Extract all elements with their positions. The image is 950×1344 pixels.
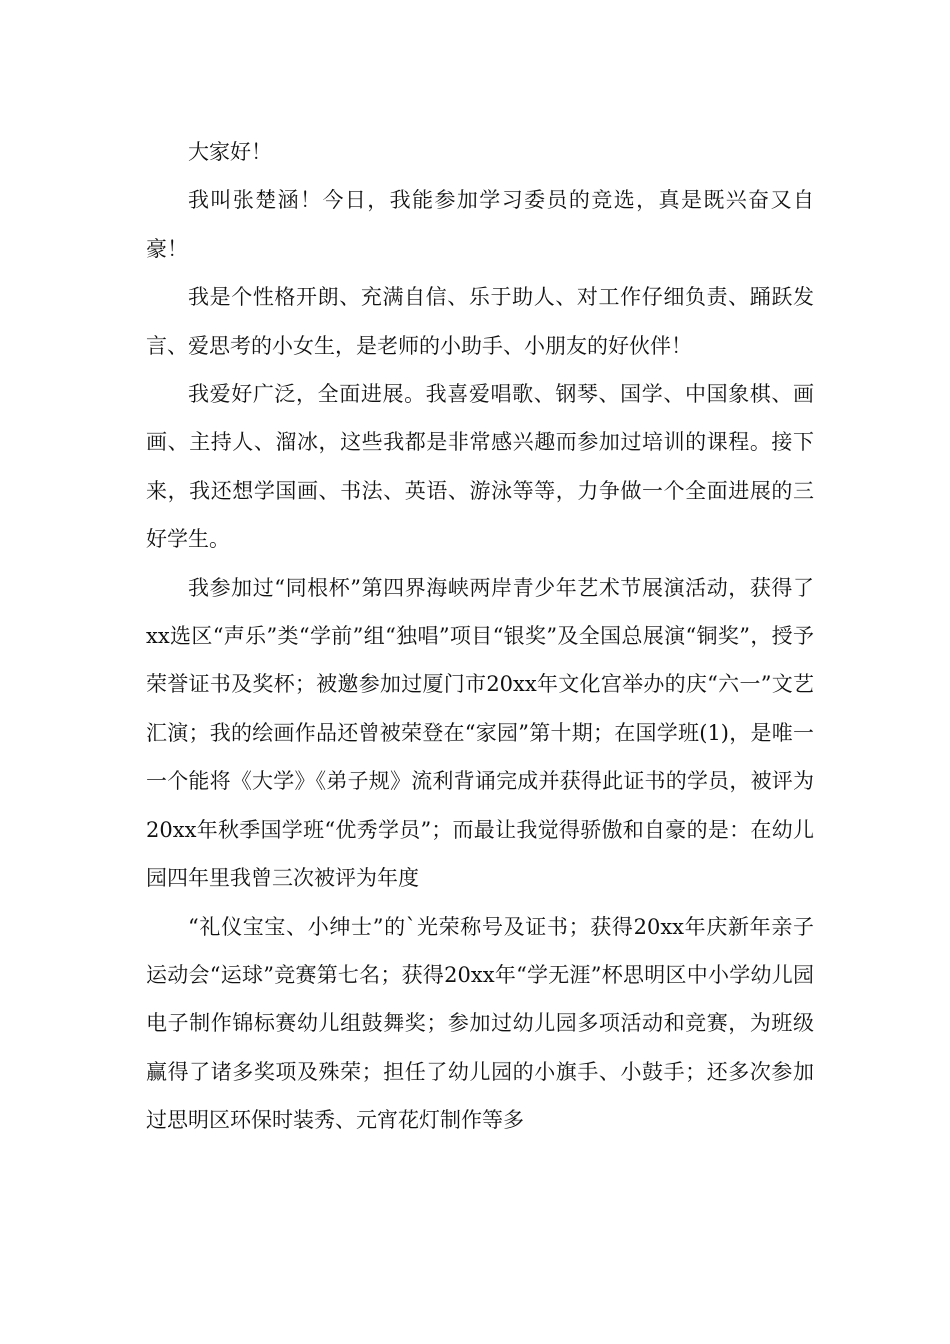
document-body bbox=[146, 128, 814, 1145]
paragraph-personality: 我是个性格开朗、充满自信、乐于助人、对工作仔细负责、踊跃发言、爱思考的小女生，是老师的小助手、小朋友的好伙伴！ bbox=[146, 285, 814, 358]
paragraph-greeting: 大家好！ bbox=[188, 140, 272, 164]
paragraph-introduction: 我叫张楚涵！今日，我能参加学习委员的竞选，真是既兴奋又自豪！ bbox=[146, 188, 814, 261]
paragraph-achievements: 我参加过“同根杯”第四界海峡两岸青少年艺术节展演活动，获得了xx选区“声乐”类“学前”组“独唱”项目“银奖”及全国总展演“铜奖”，授予荣誉证书及奖杯；被邀参加过厦门市20xx年文化宫举办的庆“六一”文艺汇演；我的绘画作品还曾被荣登在“家园”第十期；在国学班(1)，是唯一一个能将《大学》《弟子规》流利背诵完成并获得此证书的学员，被评为20xx年秋季国学班“优秀学员”；而最让我觉得骄傲和自豪的是：在幼儿园四年里我曾三次被评为年度 bbox=[146, 575, 814, 891]
paragraph-hobbies: 我爱好广泛，全面进展。我喜爱唱歌、钢琴、国学、中国象棋、画画、主持人、溜冰，这些我都是非常感兴趣而参加过培训的课程。接下来，我还想学国画、书法、英语、游泳等等，力争做一个全面进展的三好学生。 bbox=[146, 382, 814, 552]
paragraph-honors: “礼仪宝宝、小绅士”的`光荣称号及证书；获得20xx年庆新年亲子运动会“运球”竞赛第七名；获得20xx年“学无涯”杯思明区中小学幼儿园电子制作锦标赛幼儿组鼓舞奖；参加过幼儿园多项活动和竞赛，为班级赢得了诸多奖项及殊荣；担任了幼儿园的小旗手、小鼓手；还多次参加过思明区环保时装秀、元宵花灯制作等多 bbox=[146, 914, 814, 1133]
